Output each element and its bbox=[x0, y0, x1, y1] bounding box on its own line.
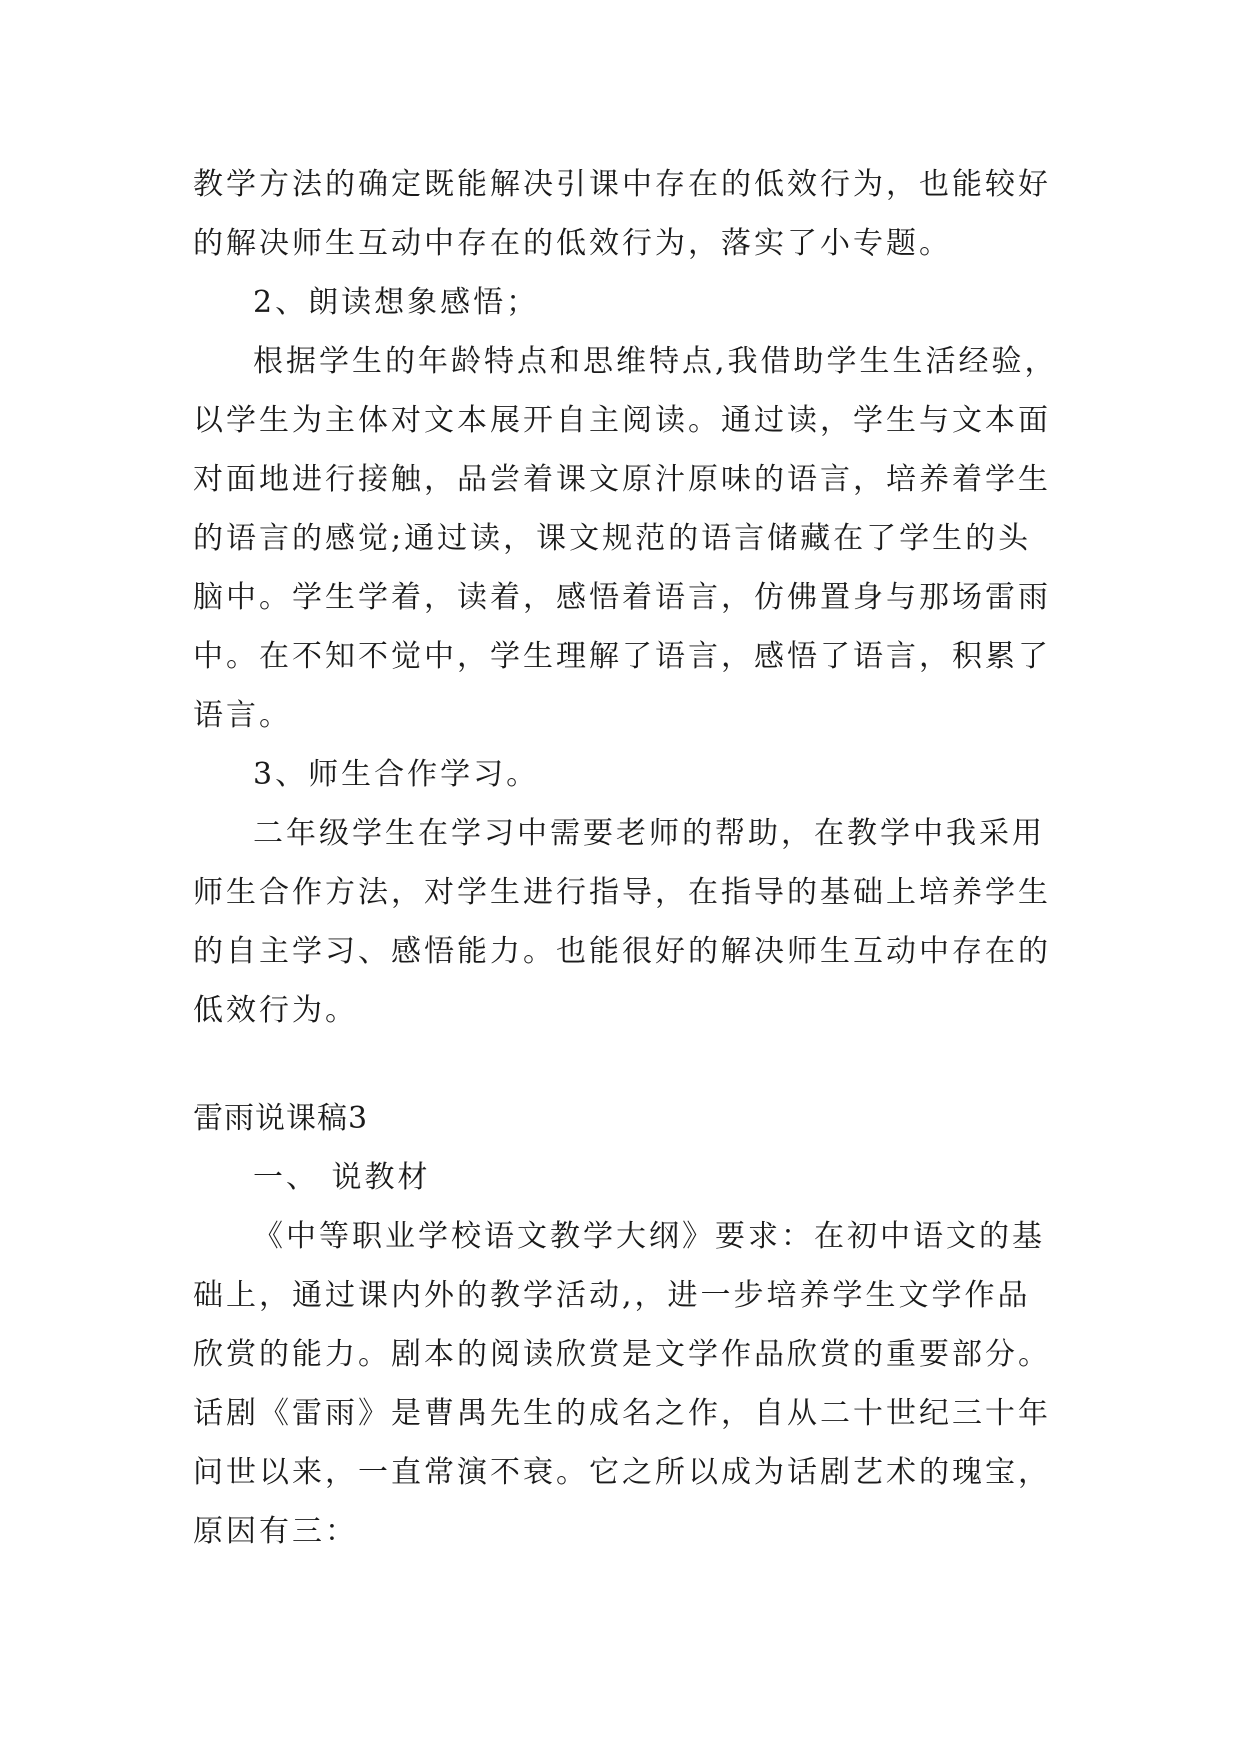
paragraph-line: 中。在不知不觉中，学生理解了语言，感悟了语言，积累了 bbox=[193, 639, 1051, 674]
section-heading: 一、 说教材 bbox=[253, 1160, 431, 1195]
section-item-heading: 3、师生合作学习。 bbox=[253, 757, 540, 792]
paragraph-line: 《中等职业学校语文教学大纲》要求：在初中语文的基 bbox=[253, 1219, 1045, 1254]
paragraph-line: 问世以来，一直常演不衰。它之所以成为话剧艺术的瑰宝， bbox=[193, 1455, 1051, 1490]
paragraph-line: 的自主学习、感悟能力。也能很好的解决师生互动中存在的 bbox=[193, 934, 1051, 969]
paragraph-line: 的解决师生互动中存在的低效行为，落实了小专题。 bbox=[193, 226, 952, 261]
paragraph-line: 话剧《雷雨》是曹禺先生的成名之作，自从二十世纪三十年 bbox=[193, 1396, 1051, 1431]
paragraph-line: 低效行为。 bbox=[193, 993, 358, 1028]
paragraph-line: 对面地进行接触，品尝着课文原汁原味的语言，培养着学生 bbox=[193, 462, 1051, 497]
document-title: 雷雨说课稿3 bbox=[193, 1101, 369, 1136]
paragraph-line: 原因有三： bbox=[193, 1514, 358, 1549]
paragraph-line: 语言。 bbox=[193, 698, 292, 733]
paragraph-line: 二年级学生在学习中需要老师的帮助，在教学中我采用 bbox=[253, 816, 1045, 851]
paragraph-line: 的语言的感觉;通过读，课文规范的语言储藏在了学生的头 bbox=[193, 521, 1032, 556]
paragraph-line: 以学生为主体对文本展开自主阅读。通过读，学生与文本面 bbox=[193, 403, 1051, 438]
paragraph-line: 根据学生的年龄特点和思维特点,我借助学生生活经验， bbox=[253, 344, 1058, 379]
paragraph-line: 教学方法的确定既能解决引课中存在的低效行为，也能较好 bbox=[193, 167, 1051, 202]
paragraph-line: 欣赏的能力。剧本的阅读欣赏是文学作品欣赏的重要部分。 bbox=[193, 1337, 1051, 1372]
paragraph-line: 脑中。学生学着，读着，感悟着语言，仿佛置身与那场雷雨 bbox=[193, 580, 1051, 615]
section-item-heading: 2、朗读想象感悟； bbox=[253, 285, 540, 320]
paragraph-line: 础上，通过课内外的教学活动,，进一步培养学生文学作品 bbox=[193, 1278, 1031, 1313]
paragraph-line: 师生合作方法，对学生进行指导，在指导的基础上培养学生 bbox=[193, 875, 1051, 910]
